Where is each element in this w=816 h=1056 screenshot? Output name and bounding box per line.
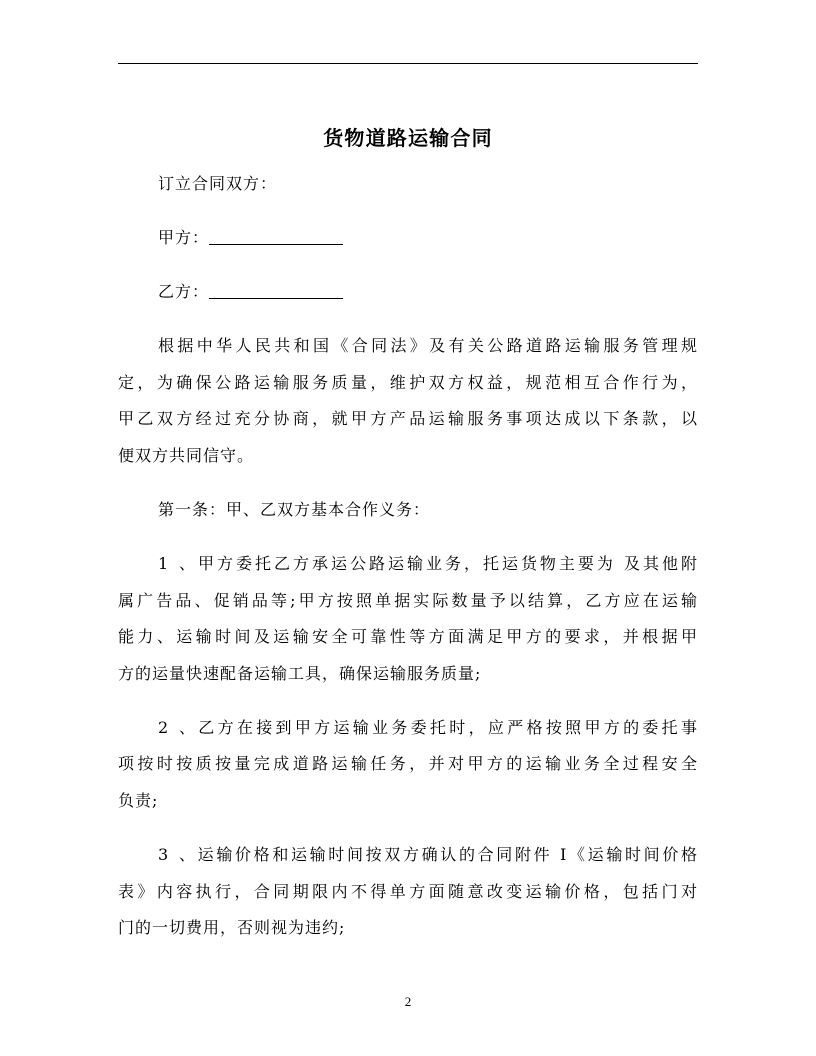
party-a-line <box>118 220 698 257</box>
clause-line: 能力、运输时间及运输安全可靠性等方面满足甲方的要求，并根据甲 <box>118 627 698 647</box>
clause-item <box>118 546 698 692</box>
page-number: 2 <box>404 994 412 1009</box>
party-b-label: 乙方： <box>158 281 210 301</box>
clause-line: 表》内容执行，合同期限内不得单方面随意改变运输价格，包括门对 <box>118 881 698 901</box>
clause-item <box>118 837 698 947</box>
paragraph-line: 甲乙双方经过充分协商，就甲方产品运输服务事项达成以下条款，以 <box>118 409 698 429</box>
party-b-blank-field <box>209 284 343 299</box>
clause-line: 项按时按质按量完成道路运输任务，并对甲方的运输业务全过程安全 <box>118 754 698 774</box>
clause-number: 2、 <box>158 717 196 737</box>
article-heading-paragraph <box>118 492 698 529</box>
party-b-line <box>118 274 698 311</box>
document-body <box>118 166 698 947</box>
parties-intro-paragraph <box>118 166 698 203</box>
clause-line: 方的运量快速配备运输工具，确保运输服务质量; <box>118 663 482 683</box>
parties-intro: 订立合同双方： <box>158 173 278 193</box>
party-a-blank-field <box>209 230 343 245</box>
party-a-paragraph <box>118 220 698 257</box>
party-b-paragraph <box>118 274 698 311</box>
clause-text: 运输价格和运输时间按双方确认的合同附件 I《运输时间价格 <box>196 845 698 865</box>
paragraph-line: 根据中华人民共和国《合同法》及有关公路道路运输服务管理规 <box>158 335 698 355</box>
header-rule <box>118 63 698 64</box>
clause-line: 属广告品、促销品等;甲方按照单据实际数量予以结算，乙方应在运输 <box>118 590 698 610</box>
clause-item <box>118 710 698 820</box>
document-title: 货物道路运输合同 <box>323 126 493 150</box>
article-heading: 第一条：甲、乙双方基本合作义务： <box>158 499 431 519</box>
clause-number: 3、 <box>158 845 196 865</box>
clause-line <box>118 837 698 874</box>
preamble-paragraph <box>118 328 698 474</box>
clause-line: 负责; <box>118 791 159 810</box>
clause-text: 乙方在接到甲方运输业务委托时，应严格按照甲方的委托事 <box>196 717 698 737</box>
paragraph-line: 便双方共同信守。 <box>118 445 255 465</box>
clause-line <box>118 710 698 747</box>
clause-line: 门的一切费用，否则视为违约; <box>118 918 346 938</box>
paragraph-line: 定，为确保公路运输服务质量，维护双方权益，规范相互合作行为， <box>118 372 698 392</box>
clause-text: 甲方委托乙方承运公路运输业务，托运货物主要为 及其他附 <box>196 553 698 573</box>
party-a-label: 甲方： <box>158 227 210 247</box>
clause-line <box>118 546 698 583</box>
clause-number: 1、 <box>158 553 196 573</box>
